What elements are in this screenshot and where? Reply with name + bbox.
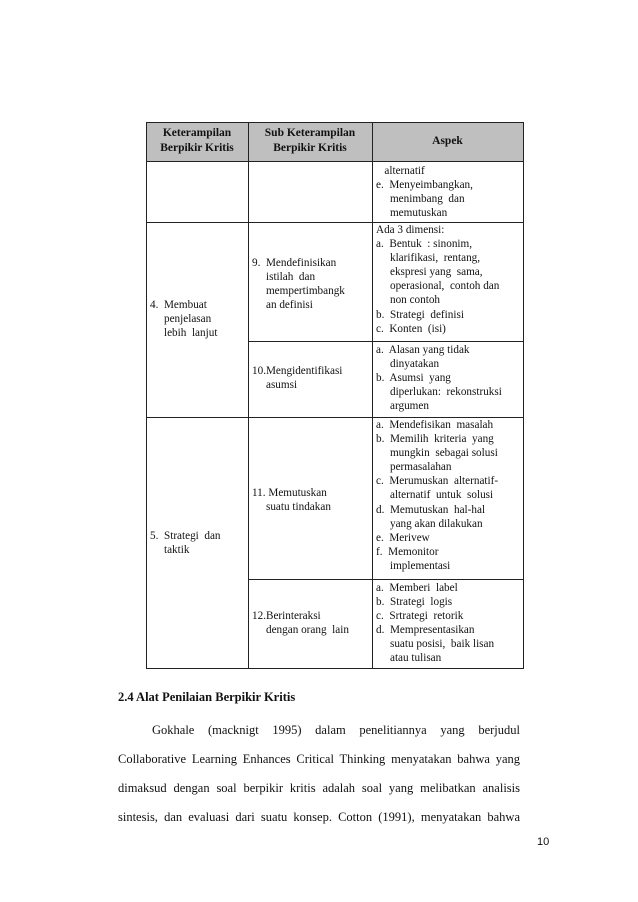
sub-skill-12: 12.Berinteraksi dengan orang lain xyxy=(252,610,349,637)
table-row-divider xyxy=(248,341,524,342)
header-sub-keterampilan: Sub Keterampilan Berpikir Kritis xyxy=(264,127,356,154)
paragraph-line: sintesis, dan evaluasi dari suatu konsep. Cotton (1991), menyatakan bahwa xyxy=(118,810,520,824)
table-row-divider xyxy=(248,579,524,580)
table-column-divider xyxy=(372,122,373,669)
aspek-10: a. Alasan yang tidak dinyatakan b. Asumsi yang diperlukan: rekonstruksi argumen xyxy=(376,344,502,413)
table-border-top xyxy=(146,122,524,123)
aspek-12: a. Memberi label b. Strategi logis c. Srtrategi retorik d. Mempresentasikan suatu posisi, baik lisan atau tulisan xyxy=(376,582,495,665)
sub-skill-10: 10.Mengidentifikasi asumsi xyxy=(252,365,343,392)
header-aspek: Aspek xyxy=(432,135,463,147)
skill-5-strategi-taktik: 5. Strategi dan taktik xyxy=(150,530,221,557)
table-row-divider xyxy=(146,161,524,162)
paragraph-line: dimaksud dengan soal berpikir kritis adalah soal yang melibatkan analisis xyxy=(118,781,520,795)
paragraph-line: Collaborative Learning Enhances Critical Thinking menyatakan bahwa yang xyxy=(118,752,520,766)
section-heading: 2.4 Alat Penilaian Berpikir Kritis xyxy=(118,690,296,704)
aspek-continuation: alternatif e. Menyeimbangkan, menimbang dan memutuskan xyxy=(376,165,473,220)
header-keterampilan: Keterampilan Berpikir Kritis xyxy=(160,127,234,154)
page-number: 10 xyxy=(537,836,550,848)
aspek-9: Ada 3 dimensi: a. Bentuk : sinonim, klarifikasi, rentang, ekspresi yang sama, operasional, contoh dan non contoh b. Strategi definisi c. Konten (isi) xyxy=(376,224,500,335)
aspek-11: a. Mendefisikan masalah b. Memilih kriteria yang mungkin sebagai solusi permasalahan c. Merumuskan alternatif- alternatif untuk solusi d. Memutuskan hal-hal yang akan dilakukan e. Merivew f. Memonitor implementasi xyxy=(376,419,499,572)
table-column-divider xyxy=(248,122,249,669)
sub-skill-9: 9. Mendefinisikan istilah dan mempertimbangk an definisi xyxy=(252,257,345,312)
paragraph-line: Gokhale (macknigt 1995) dalam penelitiannya yang berjudul xyxy=(152,723,520,737)
table-border-left xyxy=(146,122,147,669)
skill-4-membuat-penjelasan: 4. Membuat penjelasan lebih lanjut xyxy=(150,299,218,340)
table-border-right xyxy=(523,122,524,669)
sub-skill-11: 11. Memutuskan suatu tindakan xyxy=(252,487,331,514)
table-border-bottom xyxy=(146,668,524,669)
body-paragraph xyxy=(118,716,520,832)
critical-thinking-table xyxy=(146,122,524,669)
